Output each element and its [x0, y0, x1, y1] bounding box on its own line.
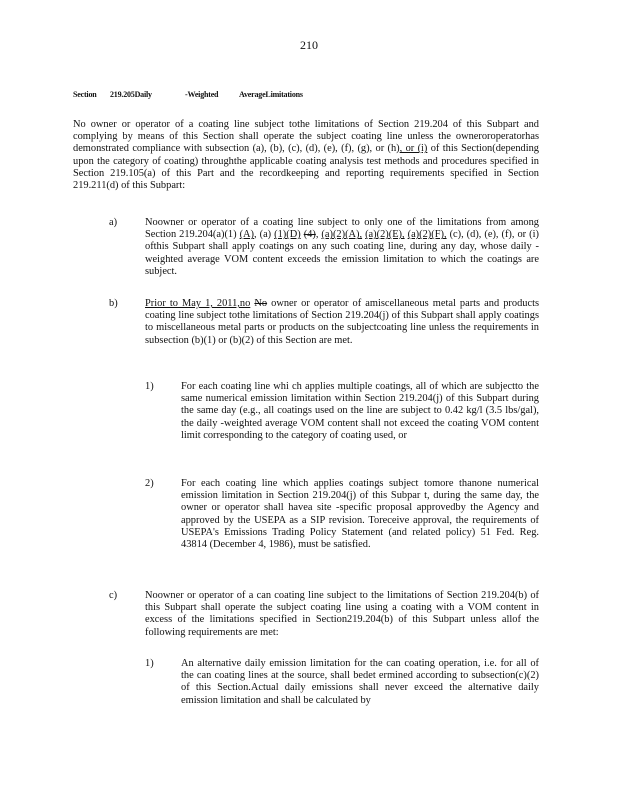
item-b1-text: For each coating line whi ch applies multiple coatings, all of which are subjectto the same numerical emission limitation within Section 219.204(j) of this Subpart during the same day (e.g., all coatings used on the line are subject to 0.42 kg/l (3.5 lbs/gal), the daily -weighted average VOM content shall not exceed the coating VOM content limit corresponding to the category of coating used, or	[181, 381, 539, 441]
item-a-text-2: , (a)	[254, 229, 272, 241]
intro-paragraph	[73, 119, 539, 192]
item-c-text: Noowner or operator of a can coating line subject to the limitations of Section 219.204(b) of this Subpart shall operate the subject coating line using a coating with a VOM content in excess of the limitations specified in Section219.204(b) of this Subpart unless allof the following requirements are met:	[145, 590, 539, 638]
heading-mid: -Weighted	[185, 90, 219, 99]
heading-end: AverageLimitations	[239, 90, 303, 99]
item-a-text-1: Noowner or operator of a coating line subject to only one of the limitations from among Section 219.204(a)(1)	[145, 217, 539, 241]
item-a-inserted-4: (a)(2)(E),	[365, 229, 405, 241]
item-b2-label: 2)	[145, 478, 154, 489]
intro-text-1: No owner or operator of a coating line subject tothe limitations of Section 219.204 of this Subpart and complying by means of this Section shall operate the subject coating line unless the owneroroperatorhas demonstrated compliance with subsection (a), (b), (c), (d), (e), (f), (g), or (h)	[73, 119, 539, 155]
item-a-inserted-2: (1)(D)	[274, 229, 301, 241]
item-a-inserted-3: (a)(2)(A),	[321, 229, 363, 241]
item-c-paragraph	[145, 590, 539, 639]
item-a-text-4: (c), (d), (e), (f), or (i) ofthis Subpart shall apply coatings on any such coating line, during any day, whose daily -weighted average VOM content exceeds the emission limitation to which the coatings are subject.	[145, 229, 539, 277]
item-b1-paragraph	[181, 381, 539, 442]
item-c1-paragraph	[181, 658, 539, 707]
item-c1-text: An alternative daily emission limitation for the can coating operation, i.e. for all of the can coating lines at the source, shall bedet ermined according to subsection(c)(2) of this Section.Actual daily emissions shall never exceed the alternative daily emission limitation and shall be calculated by	[181, 658, 539, 706]
item-b-label: b)	[109, 298, 118, 309]
item-b1-label: 1)	[145, 381, 154, 392]
item-a-inserted-1: (A)	[239, 229, 255, 241]
heading-number: 219.205Daily	[110, 90, 152, 99]
heading-prefix: Section	[73, 90, 97, 99]
intro-inserted-text: , or (i)	[399, 143, 428, 155]
item-a-deleted-1: (4)	[303, 229, 316, 241]
item-b-deleted-1: No	[254, 298, 268, 309]
item-a-paragraph	[145, 217, 539, 278]
item-a-inserted-5: (a)(2)(F),	[407, 229, 447, 241]
page-number: 210	[300, 38, 318, 52]
section-heading	[73, 90, 303, 99]
item-c-label: c)	[109, 590, 118, 601]
item-c1-label: 1)	[145, 658, 154, 669]
item-b-text-1: owner or operator of amiscellaneous metal parts and products coating line subject tothe limitations of Section 219.204(j) of this Subpart shall apply coatings to miscellaneous metal parts or products on the subjectcoating line unless the requirements in subsection (b)(1) or (b)(2) of this Section are met.	[145, 298, 539, 346]
item-a-label: a)	[109, 217, 118, 228]
item-a-text-3: ,	[315, 229, 319, 241]
item-b-inserted-1: Prior to May 1, 2011,no	[145, 298, 251, 309]
intro-text-2: of this Section(depending upon the category of coating) throughthe applicable coating analysis test methods and procedures specified in Section 219.105(a) of this Part and the recordkeeping and reporting requirements specified in Section 219.211(d) of this Subpart:	[73, 143, 539, 192]
item-b2-text: For each coating line which applies coatings subject tomore thanone numerical emission limitation in Section 219.204(j) of this Subpar t, during the same day, the owner or operator shall havea site -specific proposal approvedby the Agency and approved by the USEPA as a SIP revision. Toreceive approval, the requirements of USEPA's Emissions Trading Policy Statement (and related policy) 51 Fed. Reg. 43814 (December 4, 1986), must be satisfied.	[181, 478, 539, 551]
item-b2-paragraph	[181, 478, 539, 551]
item-b-paragraph	[145, 298, 539, 347]
